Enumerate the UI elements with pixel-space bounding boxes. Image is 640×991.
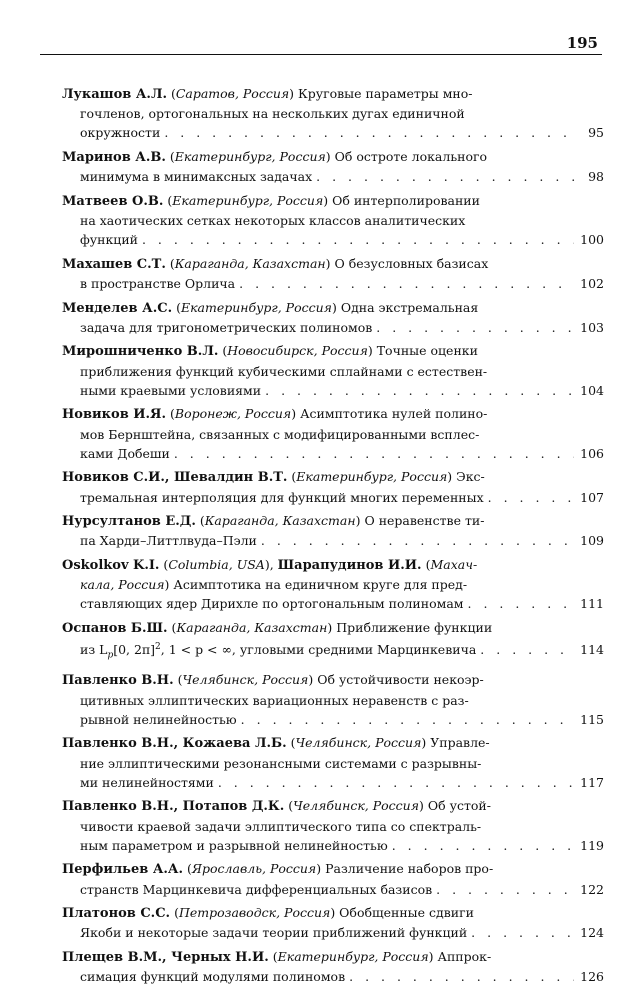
entry-place: Караганда, Казахстан [176,619,328,635]
entry-title: Об устойчивости некоэр- [313,672,484,688]
dot-leader [349,967,574,986]
dot-leader [376,318,574,337]
entry-title: ) Асимптотика на единичном круге для пред- [164,577,468,593]
entry-authors: Павленко В.Н., Кожаева Л.Б. [62,736,287,752]
entry-title: Об интерполировании [328,192,480,208]
index-entry: Павленко В.Н. (Челябинск, Россия) Об устойчивости некоэр- цитивных эллиптических вариационных неравенств с раз- рывной нелинейностью . . . 115 [62,670,604,729]
entry-authors: Плещев В.М., Черных Н.И. [62,950,269,966]
dot-leader [218,773,574,792]
entry-page: 109 [580,533,604,549]
entry-place: Челябинск, Россия [295,735,422,751]
entry-page: 122 [580,881,604,897]
page-header [40,34,602,55]
entry-place: Петрозаводск, Россия [178,905,331,921]
entry-place: Караганда, Казахстан [204,513,356,529]
index-entry: Лукашов А.Л. (Саратов, Россия) Круговые параметры мно- гочленов, ортогональных на нескольких дугах единичной окружности . . . 95 [62,84,604,143]
index-entry: Махашев С.Т. (Караганда, Казахстан) О безусловных базисах в пространстве Орлича . . . 102 [62,254,604,293]
entry-page: 104 [580,382,604,398]
entry-title: Асимптотика нулей полино- [296,406,488,422]
entry-place: Екатеринбург, Россия [174,149,326,164]
entry-title: Круговые параметры мно- [294,86,473,101]
entry-authors: Новиков С.И., Шевалдин В.Т. [62,470,288,486]
entry-place: Караганда, Казахстан [174,255,326,271]
entry-place: Новосибирск, Россия [227,343,368,359]
entry-title-cont: па Харди–Литтлвуда–Пэли [80,533,257,549]
entry-title: Аппрок- [433,949,492,965]
entry-authors: Махашев С.Т. [62,256,166,272]
dot-leader [174,444,574,463]
entry-title-cont: мов Бернштейна, связанных с модифицированными всплес- [80,426,480,442]
entry-title-cont: гочленов, ортогональных на нескольких дугах единичной [80,106,465,122]
entry-title: Обобщенные сдвиги [335,905,474,921]
entry-title-cont: симация функций модулями полиномов [80,969,346,985]
entry-authors: Oskolkov K.I. [62,557,160,573]
entry-place: Челябинск, Россия [182,672,309,688]
entry-authors: Перфильев А.А. [62,862,184,878]
entry-title-cont: ставляющих ядер Дирихле по ортогональным полиномам [80,596,464,612]
entry-title-cont: Якоби и некоторые задачи теории приближений функций [80,925,468,941]
entry-title-cont: в пространстве Орлича [80,276,236,291]
entry-authors: Новиков И.Я. [62,407,167,423]
dot-leader [142,230,574,249]
entry-place: Воронеж, Россия [174,406,292,422]
entry-page: 115 [580,711,604,727]
entry-page: 95 [588,125,604,141]
entry-page: 114 [580,642,604,658]
page-number: 195 [566,34,598,52]
entry-title: Точные оценки [372,343,478,359]
index-entry: Матвеев О.В. (Екатеринбург, Россия) Об интерполировании на хаотических сетках некоторых классов аналитических функций . . . 100 [62,191,604,250]
entry-place-second: Махач- [430,556,478,572]
index-entry: Платонов С.С. (Петрозаводск, Россия) Обобщенные сдвиги Якоби и некоторые задачи теории приближений функций . . . 124 [62,903,604,942]
dot-leader [392,836,574,855]
entry-title: Различение наборов про- [321,861,494,877]
index-entry: Мирошниченко В.Л. (Новосибирск, Россия) Точные оценки приближения функций кубическими сплайнами с естествен- ными краевыми условиями . . . 104 [62,341,604,400]
dot-leader [265,381,574,400]
entry-title-cont: чивости краевой задачи эллиптического типа со спектраль- [80,818,482,834]
index-entry: Павленко В.Н., Потапов Д.К. (Челябинск, Россия) Об устой- чивости краевой задачи эллиптического типа со спектраль- ным параметром и разрывной нелинейностью . . . 119 [62,796,604,855]
dot-leader [164,123,576,142]
dot-leader [468,594,575,613]
entry-authors: Павленко В.Н., Потапов Д.К. [62,799,285,815]
entry-title: Приближение функции [332,619,493,635]
dot-leader [488,488,575,507]
index-entry: Маринов А.В. (Екатеринбург, Россия) Об остроте локального минимума в минимаксных задачах . . . 98 [62,147,604,186]
entry-authors-second: Шарапудинов И.И. [277,557,422,573]
entry-title-cont: тремальная интерполяция для функций многих переменных [80,489,484,505]
index-entry: Нурсултанов Е.Д. (Караганда, Казахстан) О неравенстве ти- па Харди–Литтлвуда–Пэли . . . 109 [62,511,604,550]
index-entry: Новиков С.И., Шевалдин В.Т. (Екатеринбург, Россия) Экс- тремальная интерполяция для функций многих переменных . . . 107 [62,467,604,506]
index-entries [62,84,604,991]
entry-title-cont: функций [80,232,138,248]
entry-authors: Менделев А.С. [62,300,173,316]
dot-leader [241,710,574,729]
entry-place: Ярославль, Россия [191,861,317,877]
entry-authors: Нурсултанов Е.Д. [62,514,196,530]
dot-leader [480,640,574,659]
dot-leader [261,531,574,550]
entry-title: О неравенстве ти- [360,513,485,529]
entry-title-cont: окружности [80,125,161,141]
entry-title: Управле- [426,735,490,751]
entry-place: Columbia, USA [168,556,265,572]
entry-place: Екатеринбург, Россия [172,192,324,208]
entry-page: 119 [580,837,604,853]
entry-place: Саратов, Россия [175,86,290,101]
index-entry: Перфильев А.А. (Ярославль, Россия) Различение наборов про- странств Марцинкевича дифференциальных базисов . . . 122 [62,859,604,898]
entry-page: 100 [580,232,604,248]
entry-authors: Оспанов Б.Ш. [62,620,168,636]
entry-title: Одна экстремальная [336,299,479,315]
entry-title-cont: из $L_p[0$, 2π]$^2$, 1 < p < ∞, угловыми средними Марцинкевича [80,642,477,661]
entry-authors: Платонов С.С. [62,906,171,922]
entry-title-cont: ние эллиптическими резонансными системами с разрывны- [80,755,482,771]
index-entry: Оспанов Б.Ш. (Караганда, Казахстан) Приближение функции из $L_p[0$, 2π]$^2$, 1 < p < ∞, угловыми средними Марцинкевича . . . 114 [62,618,604,666]
entry-page: 102 [580,276,604,291]
entry-title: Экс- [452,469,485,485]
entry-title-cont: ными краевыми условиями [80,382,262,398]
entry-place-second-cont: кала, Россия [80,577,165,593]
entry-page: 103 [580,319,604,335]
entry-title-cont: ным параметром и разрывной нелинейностью [80,837,388,853]
index-entry: Новиков И.Я. (Воронеж, Россия) Асимптотика нулей полино- мов Бернштейна, связанных с модифицированными всплес- ками Добеши . . . 106 [62,404,604,463]
entry-title-cont: странств Марцинкевича дифференциальных базисов [80,881,433,897]
entry-place: Челябинск, Россия [293,798,420,814]
entry-authors: Матвеев О.В. [62,193,164,209]
entry-page: 111 [580,596,604,612]
entry-title-cont: ками Добеши [80,445,170,461]
entry-title-cont: ми нелинейностями [80,774,214,790]
entry-page: 106 [580,445,604,461]
entry-place: Екатеринбург, Россия [180,299,332,315]
dot-leader [316,167,576,186]
dot-leader [471,923,574,942]
entry-place: Екатеринбург, Россия [277,949,429,965]
index-entry: Павленко В.Н., Кожаева Л.Б. (Челябинск, Россия) Управле- ние эллиптическими резонансными системами с разрывны- ми нелинейностями . . . 117 [62,733,604,792]
entry-title-cont: задача для тригонометрических полиномов [80,319,373,335]
entry-page: 117 [580,774,604,790]
dot-leader [436,880,574,899]
entry-page: 124 [580,925,604,941]
dot-leader [239,274,574,293]
index-entry: Oskolkov K.I. (Columbia, USA), Шарапудинов И.И. (Махач- кала, Россия) Асимптотика на единичном круге для пред- ставляющих ядер Дирихле по ортогональным полиномам . . . 111 [62,555,604,614]
entry-title: Об остроте локального [330,149,488,164]
entry-title-cont: на хаотических сетках некоторых классов аналитических [80,213,466,228]
entry-title: О безусловных базисах [330,255,489,271]
entry-title: Об устой- [423,798,491,814]
entry-authors: Мирошниченко В.Л. [62,344,219,360]
entry-title-cont: минимума в минимаксных задачах [80,169,313,185]
entry-page: 98 [588,169,604,185]
entry-page: 107 [580,489,604,505]
entry-place: Екатеринбург, Россия [296,469,448,485]
entry-page: 126 [580,969,604,985]
index-entry: Плещев В.М., Черных Н.И. (Екатеринбург, Россия) Аппрок- симация функций модулями полиномов . . . 126 [62,947,604,986]
entry-title-cont: цитивных эллиптических вариационных неравенств с раз- [80,692,469,708]
entry-title-cont: приближения функций кубическими сплайнами с естествен- [80,363,488,379]
entry-authors: Маринов А.В. [62,150,166,165]
entry-title-cont: рывной нелинейностью [80,711,237,727]
entry-authors: Павленко В.Н. [62,673,174,689]
entry-authors: Лукашов А.Л. [62,87,167,102]
index-entry: Менделев А.С. (Екатеринбург, Россия) Одна экстремальная задача для тригонометрических полиномов . . . 103 [62,298,604,337]
